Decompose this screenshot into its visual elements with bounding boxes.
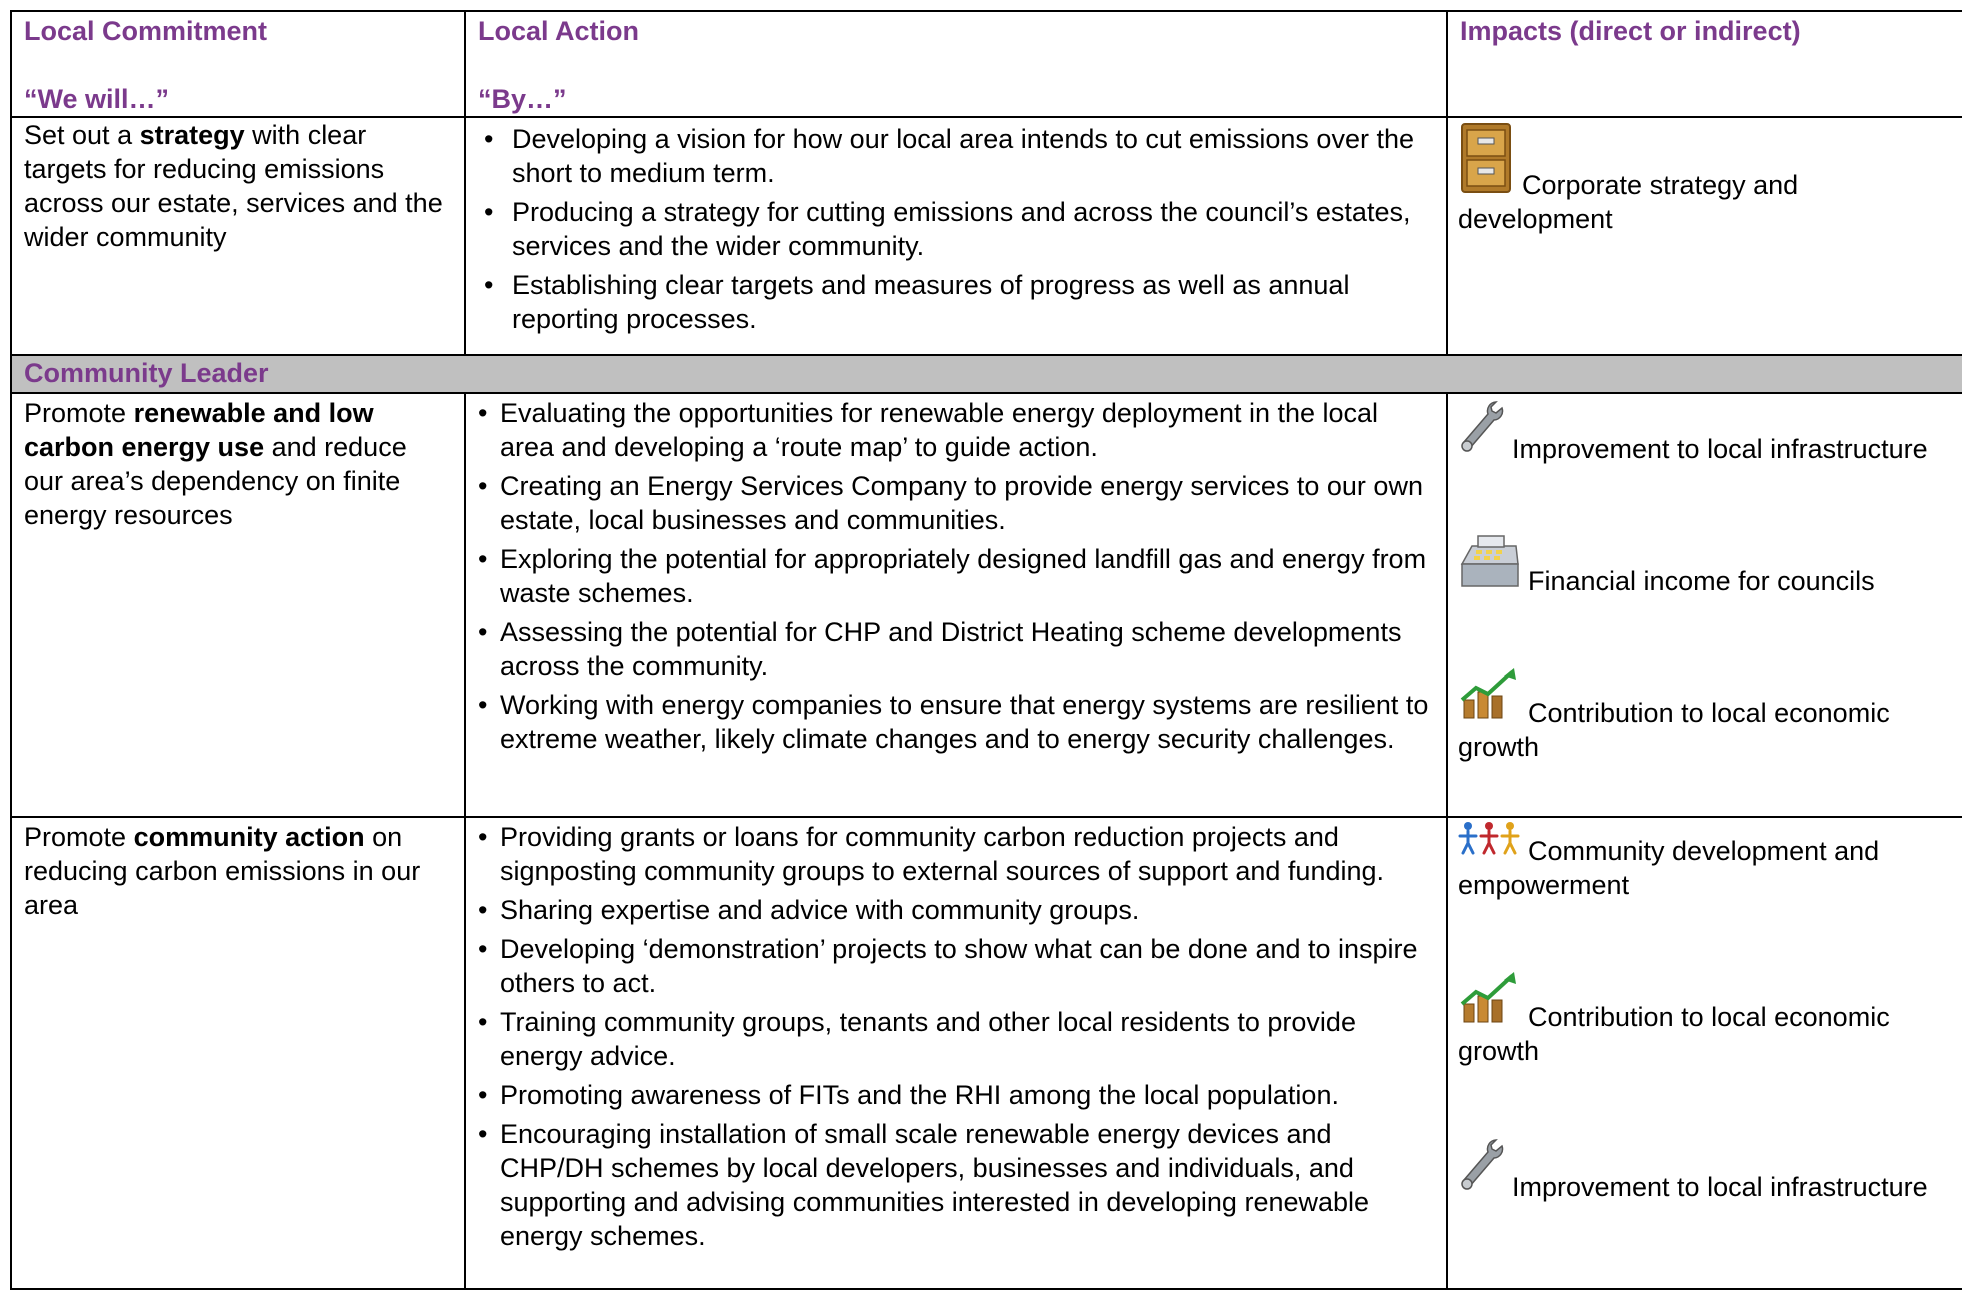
action-cell xyxy=(465,817,1447,1289)
commitment-text: and reduce our area’s dependency on finite energy resources xyxy=(24,432,407,530)
section-title: Community Leader xyxy=(11,355,1962,393)
action-list xyxy=(478,820,1434,1253)
growth-chart-icon xyxy=(1458,666,1520,730)
wrench-icon xyxy=(1458,1136,1504,1204)
list-item: • Providing grants or loans for community carbon reduction projects and signposting community groups to external sources of support and funding. xyxy=(478,820,1434,888)
impact-item xyxy=(1458,122,1950,236)
commitment-keyword: renewable and low carbon energy use xyxy=(24,398,374,462)
action-cell xyxy=(465,117,1447,355)
list-item: • Producing a strategy for cutting emissions and across the council’s estates, services and the wider community. xyxy=(478,195,1434,263)
commitments-table xyxy=(10,10,1962,1290)
header-commitment-title: Local Commitment xyxy=(24,16,268,46)
commitment-text: Promote xyxy=(24,398,127,428)
impact-label: Community development and empowerment xyxy=(1458,836,1880,900)
action-cell xyxy=(465,393,1447,817)
table-row xyxy=(11,393,1962,817)
list-item: • Working with energy companies to ensure that energy systems are resilient to extreme weather, likely climate changes and to energy security challenges. xyxy=(478,688,1434,756)
impact-label: Corporate strategy and development xyxy=(1458,170,1799,234)
header-impact-title: Impacts (direct or indirect) xyxy=(1460,16,1801,46)
impact-label: Improvement to local infrastructure xyxy=(1512,1172,1928,1202)
header-action-sub: “By…” xyxy=(478,84,567,114)
impact-label: Financial income for councils xyxy=(1528,566,1875,596)
list-item: • Sharing expertise and advice with community groups. xyxy=(478,893,1434,927)
commitment-cell xyxy=(11,817,465,1289)
list-item: • Training community groups, tenants and other local residents to provide energy advice. xyxy=(478,1005,1434,1073)
impact-label: Contribution to local economic growth xyxy=(1458,1002,1890,1066)
list-item: • Creating an Energy Services Company to provide energy services to our own estate, local businesses and communities. xyxy=(478,469,1434,537)
table-row xyxy=(11,817,1962,1289)
impact-cell xyxy=(1447,817,1962,1289)
commitment-cell xyxy=(11,117,465,355)
header-impact-cell xyxy=(1447,11,1962,117)
list-item: • Assessing the potential for CHP and District Heating scheme developments across the community. xyxy=(478,615,1434,683)
impact-cell xyxy=(1447,393,1962,817)
cash-register-icon xyxy=(1458,534,1520,598)
commitment-cell xyxy=(11,393,465,817)
impact-label: Contribution to local economic growth xyxy=(1458,698,1890,762)
community-people-icon xyxy=(1458,820,1520,868)
list-item: • Establishing clear targets and measures of progress as well as annual reporting processes. xyxy=(478,268,1434,336)
header-action-cell xyxy=(465,11,1447,117)
header-commitment-sub: “We will…” xyxy=(24,84,170,114)
list-item: • Exploring the potential for appropriately designed landfill gas and energy from waste schemes. xyxy=(478,542,1434,610)
commitment-text: on reducing carbon emissions in our area xyxy=(24,822,421,920)
commitment-text: Promote xyxy=(24,822,127,852)
list-item: • Developing ‘demonstration’ projects to show what can be done and to inspire others to act. xyxy=(478,932,1434,1000)
cabinet-icon xyxy=(1458,122,1514,202)
impact-item xyxy=(1458,1136,1950,1204)
action-list xyxy=(478,396,1434,756)
wrench-icon xyxy=(1458,398,1504,466)
impact-cell xyxy=(1447,117,1962,355)
impact-item xyxy=(1458,820,1950,902)
commitment-text: with clear targets for reducing emissions across our estate, services and the wider community xyxy=(24,120,443,252)
growth-chart-icon xyxy=(1458,970,1520,1034)
commitment-text: Set out a xyxy=(24,120,133,150)
commitment-keyword: community action xyxy=(133,822,365,852)
table-row xyxy=(11,117,1962,355)
impact-item xyxy=(1458,398,1950,466)
impact-label: Improvement to local infrastructure xyxy=(1512,434,1928,464)
header-action-title: Local Action xyxy=(478,16,640,46)
list-item: • Promoting awareness of FITs and the RHI among the local population. xyxy=(478,1078,1434,1112)
header-commitment-cell xyxy=(11,11,465,117)
header-row xyxy=(11,11,1962,117)
list-item: • Evaluating the opportunities for renewable energy deployment in the local area and developing a ‘route map’ to guide action. xyxy=(478,396,1434,464)
list-item: • Developing a vision for how our local area intends to cut emissions over the short to medium term. xyxy=(478,122,1434,190)
section-row xyxy=(11,355,1962,393)
list-item: • Encouraging installation of small scale renewable energy devices and CHP/DH schemes by local developers, businesses and individuals, and supporting and advising communities interested in developing renewable energy schemes. xyxy=(478,1117,1434,1253)
impact-item xyxy=(1458,666,1950,764)
commitment-keyword: strategy xyxy=(139,120,245,150)
action-list xyxy=(478,122,1434,336)
impact-item xyxy=(1458,534,1950,598)
impact-item xyxy=(1458,970,1950,1068)
